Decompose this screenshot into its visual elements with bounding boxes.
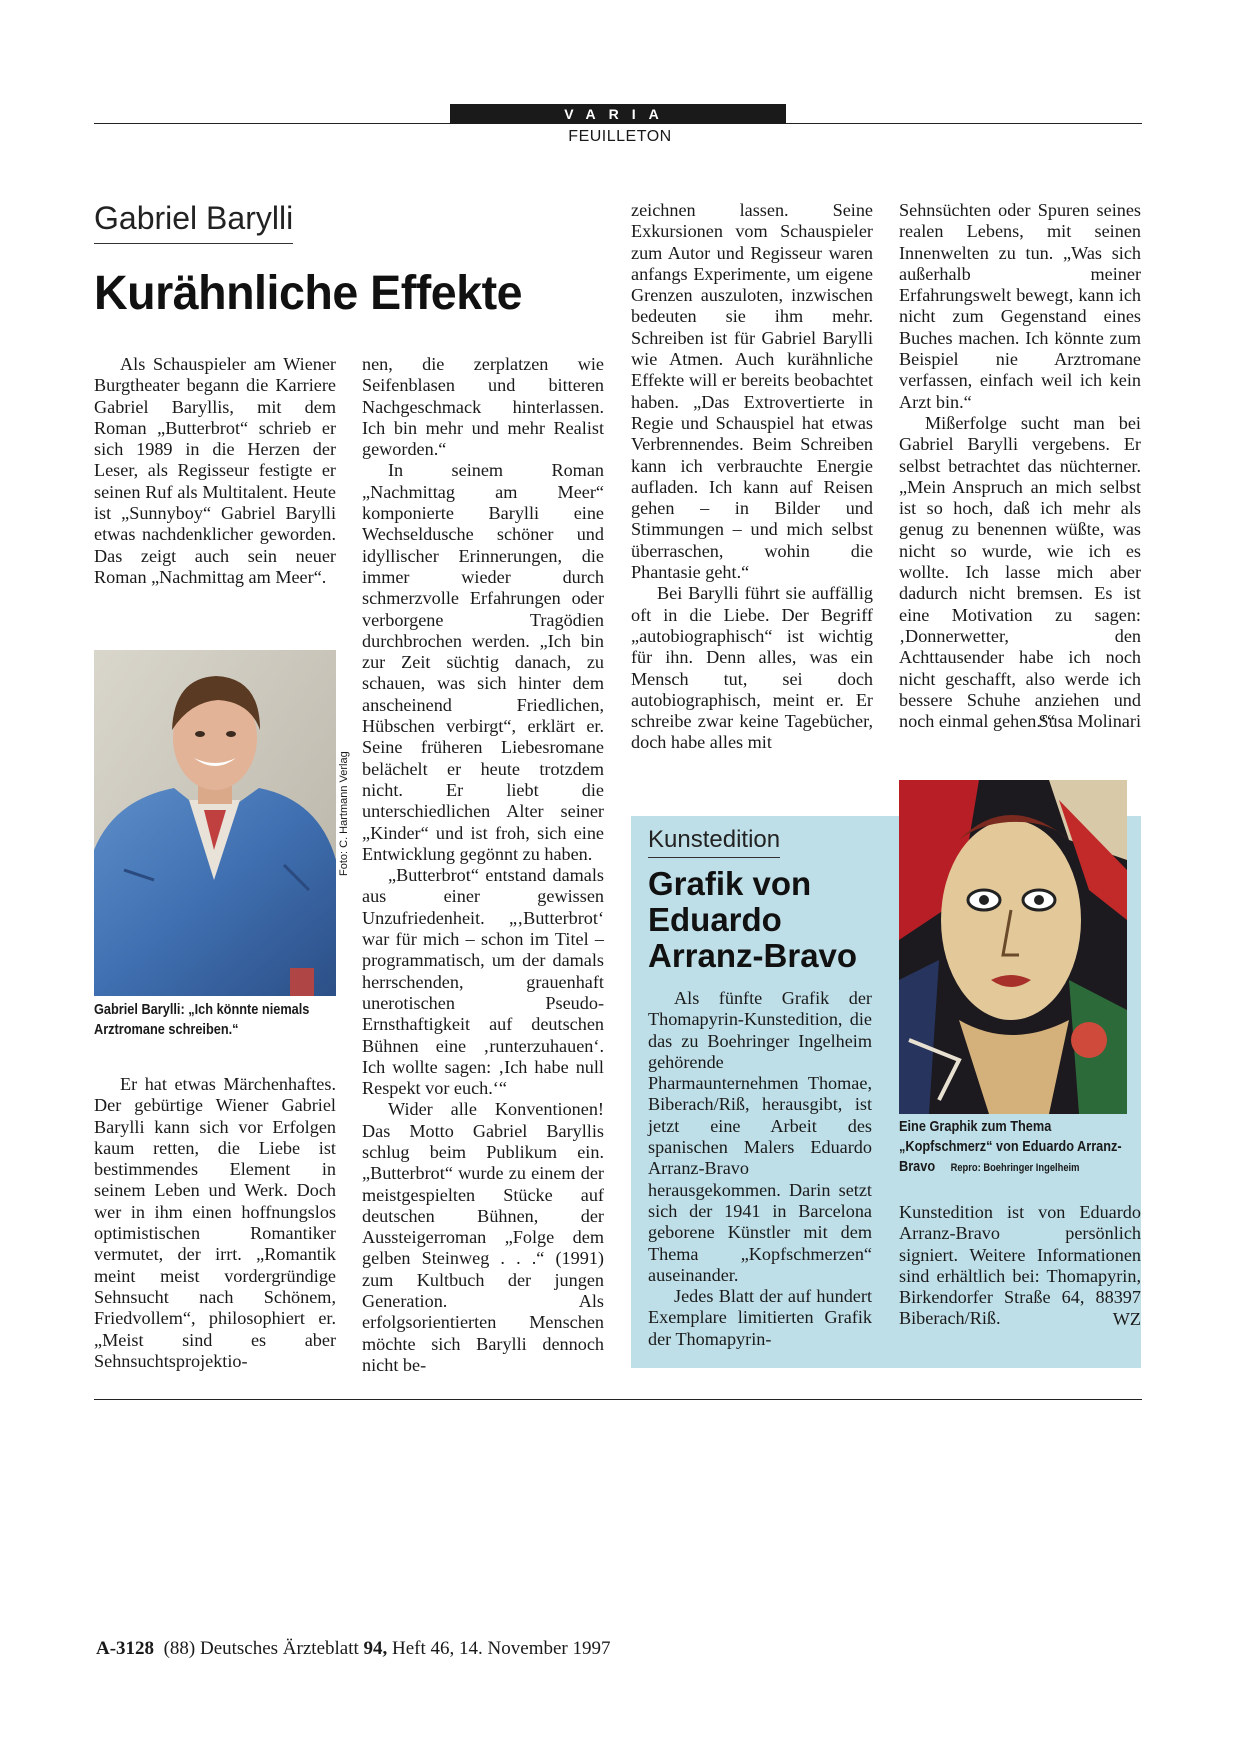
- portrait-photo: [94, 650, 336, 996]
- box-column-1: [648, 988, 872, 1350]
- paragraph: Als Schauspieler am Wiener Burgtheater begann die Karriere Gabriel Baryllis, mit dem Roman „Butterbrot“ schrieb er sich 1989 in die Herzen der Leser, als Regisseur festigte er seinen Ruf als Multitalent. Heute ist „Sunnyboy“ Gabriel Barylli etwas nachdenklicher geworden. Das zeigt auch sein neuer Roman „Nachmittag am Meer“.: [94, 354, 336, 587]
- article-author: Gabriel Barylli: [94, 200, 293, 244]
- journal-issue: Heft 46, 14. November 1997: [392, 1638, 611, 1659]
- artwork-caption: [899, 1117, 1127, 1178]
- paragraph: Als fünfte Grafik der Thomapyrin-Kunstedition, die das zu Boehringer Ingelheim gehörende Pharmaunternehmen Thomae, Biberach/Riß, herausgibt, ist jetzt eine Arbeit des spanischen Malers Eduardo Arranz-Bravo herausgekommen. Darin setzt sich der 1941 in Barcelona geborene Künstler mit dem Thema „Kopfschmerzen“ auseinander.: [648, 988, 872, 1285]
- page-number: A-3128: [96, 1638, 155, 1659]
- artwork-credit: Repro: Boehringer Ingelheim: [950, 1162, 1080, 1174]
- column-1-top: [94, 354, 336, 588]
- box-title: Grafik von Eduardo Arranz-Bravo: [648, 865, 858, 974]
- artwork-caption-text: Eine Graphik zum Thema „Kopfschmerz“ von Eduardo Arranz-Bravo: [899, 1118, 1122, 1175]
- paragraph: „Butterbrot“ entstand damals aus einer gewissen Unzufriedenheit. „‚Butterbrot‘ war für mich – schon im Titel – programmatisch, um der damals herrschenden, grauenhaft unerotischen Pseudo-Ernsthaftigkeit auf deutschen Bühnen eine ‚runterzuhauen‘. Ich wollte sagen: ‚Ich habe null Respekt vor euch.‘“: [362, 865, 604, 1099]
- journal-ref: (88) Deutsches Ärzteblatt: [163, 1638, 359, 1659]
- box-signature: WZ: [1112, 1308, 1141, 1329]
- box-column-2: [899, 1202, 1141, 1330]
- paragraph: In seinem Roman „Nachmittag am Meer“ komponierte Barylli eine Wechseldusche schöner und idyllischer Erinnerungen, die immer wieder durch schmerzvolle Erfahrungen oder verborgene Tragödien durchbrochen werden. „Ich bin zur Zeit süchtig danach, zu schauen, was sich hinter dem anscheinend Friedlichen, Hübschen verbirgt“, erklärt er. Seine früheren Liebesromane belächelt er heute trotzdem nicht. Er liebt die unterschiedlichen Alter seiner „Kinder“ und ist froh, sich eine Entwicklung gegönnt zu haben.: [362, 460, 604, 864]
- paragraph: Er hat etwas Märchenhaftes. Der gebürtige Wiener Gabriel Barylli kann sich vor Erfolgen kaum retten, die Liebe ist bestimmendes Element in seinem Leben und Werk. Doch wer in ihm einen hoffnungslos optimistischen Romantiker vermutet, der irrt. „Romantik meint meist vordergründige Sehnsucht nach Schönem, Friedvollem“, philosophiert er. „Meist sind es aber Sehnsuchtsprojektio-: [94, 1074, 336, 1371]
- paragraph: nen, die zerplatzen wie Seifenblasen und bitteren Nachgeschmack hinterlassen. Ich bin mehr und mehr Realist geworden.“: [362, 354, 604, 460]
- paragraph: Wider alle Konventionen! Das Motto Gabriel Baryllis schlug beim Publikum ein. „Butterbrot“ wurde zu einem der meistgespielten Stücke auf deutschen Bühnen, der Aussteigerroman „Folge dem gelben Steinweg . . .“ (1991) zum Kultbuch der jungen Generation. Als erfolgsorientierten Menschen möchte sich Barylli dennoch nicht be-: [362, 1099, 604, 1375]
- section-label: VARIA: [450, 104, 786, 124]
- article-headline: Kurähnliche Effekte: [94, 267, 523, 320]
- box-kicker: Kunstedition: [648, 826, 780, 858]
- paragraph: Kunstedition ist von Eduardo Arranz-Bravo persönlich signiert. Weitere Informationen sind erhältlich bei: Thomapyrin, Birkendorfer Straße 64, 88397 Biberach/Riß.: [899, 1202, 1141, 1329]
- paragraph: zeichnen lassen. Seine Exkursionen vom Schauspieler zum Autor und Regisseur waren anfangs Experimente, um eigene Grenzen auszuloten, inzwischen bedeuten sie ihm mehr. Schreiben ist für Gabriel Barylli wie Atmen. Auch kurähnliche Effekte will er bereits beobachtet haben. „Das Extrovertierte in Regie und Schauspiel hat etwas Verbrennendes. Beim Schreiben kann ich verbrauchte Energie aufladen. Ich kann auf Reisen gehen – in Bilder und Stimmungen – und mich selbst überraschen, wohin die Phantasie geht.“: [631, 200, 873, 583]
- column-4: [899, 200, 1141, 733]
- author-signature: Susa Molinari: [1038, 711, 1141, 732]
- column-3: [631, 200, 873, 754]
- subsection-label: FEUILLETON: [568, 128, 672, 145]
- photo-caption: Gabriel Barylli: „Ich könnte niemals Arztromane schreiben.“: [94, 1001, 310, 1038]
- paragraph: Bei Barylli führt sie auffällig oft in die Liebe. Der Begriff „autobiographisch“ ist wichtig für ihn. Denn alles, was ein Mensch tut, sei doch autobiographisch, meint er. Er schreibe zwar keine Tagebücher, doch habe alles mit: [631, 583, 873, 753]
- paragraph: Mißerfolge sucht man bei Gabriel Barylli vergebens. Er selbst betrachtet das nüchterner. „Mein Anspruch an mich selbst ist so hoch, daß ich mehr als genug zu benennen wüßte, was nicht so wurde, wie ich es wollte. Ich lasse mich aber dadurch nicht bremsen. Es ist eine Motivation zu sagen: ‚Donnerwetter, den Achttausender habe ich noch nicht geschafft, also werde ich bessere Schuhe anziehen und noch einmal gehen.‘“: [899, 412, 1141, 732]
- journal-volume: 94,: [363, 1638, 388, 1659]
- photo-credit: Foto: C. Hartmann Verlag: [338, 751, 350, 876]
- artwork-image: [899, 780, 1127, 1114]
- paragraph: Sehnsüchten oder Spuren seines realen Lebens, mit seinen Innenwelten zu tun. „Was sich außerhalb meiner Erfahrungswelt bewegt, kann ich nicht zum Gegenstand eines Buches machen. Ich könnte zum Beispiel nie Arztromane verfassen, einfach weil ich kein Arzt bin.“: [899, 200, 1141, 412]
- column-1-bottom: [94, 1074, 336, 1372]
- page-footer: [96, 1638, 611, 1660]
- paragraph: Jedes Blatt der auf hundert Exemplare limitierten Grafik der Thomapyrin-: [648, 1286, 872, 1349]
- column-2: [362, 354, 604, 1376]
